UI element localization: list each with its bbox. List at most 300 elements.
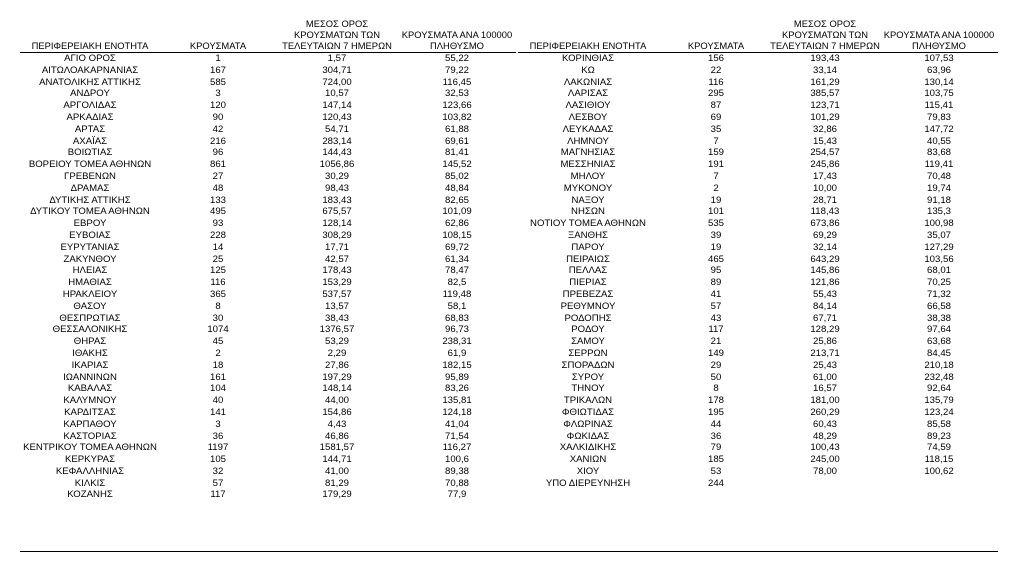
- cell-avg7: 181,00: [810, 395, 840, 407]
- table-right-half: [518, 0, 998, 551]
- cell-cases: 14: [212, 241, 224, 253]
- cell-avg7: 98,43: [324, 182, 349, 194]
- table-row: [20, 265, 516, 277]
- table-row: [20, 100, 516, 112]
- cell-region: ΜΑΓΝΗΣΙΑΣ: [560, 147, 616, 159]
- cell-cases: 95: [710, 265, 722, 277]
- header-avg7-line2: ΚΡΟΥΣΜΑΤΩΝ ΤΩΝ: [293, 29, 381, 40]
- table-row: [20, 336, 516, 348]
- table-row: [518, 53, 998, 65]
- cell-avg7: 38,43: [324, 312, 349, 324]
- cell-cases: 50: [710, 371, 722, 383]
- cell-per100k: 97,64: [926, 324, 951, 336]
- table-row: [20, 289, 516, 301]
- table-row: [20, 254, 516, 266]
- cell-per100k: 238,31: [442, 336, 472, 348]
- cell-cases: 495: [209, 206, 226, 218]
- cell-region: ΘΕΣΠΡΩΤΙΑΣ: [59, 312, 121, 324]
- cell-region: ΑΡΤΑΣ: [74, 123, 106, 135]
- header-avg7-line1: ΜΕΣΟΣ ΟΡΟΣ: [305, 18, 369, 29]
- cell-per100k: 79,22: [444, 64, 469, 76]
- cell-cases: 3: [215, 418, 221, 430]
- cell-avg7: 123,71: [810, 100, 840, 112]
- cell-per100k: 71,32: [926, 288, 951, 300]
- cell-cases: 57: [710, 300, 722, 312]
- table-row: [518, 442, 998, 454]
- cell-per100k: 119,41: [924, 159, 954, 171]
- cell-avg7: 153,29: [322, 277, 352, 289]
- table-row: [20, 466, 516, 478]
- cell-cases: 117: [708, 324, 724, 336]
- cell-region: ΞΑΝΘΗΣ: [568, 229, 608, 241]
- cell-per100k: 135,3: [926, 206, 951, 218]
- table-row: [20, 242, 516, 254]
- cell-per100k: 63,68: [926, 336, 951, 348]
- cell-avg7: 10,00: [812, 182, 837, 194]
- cell-cases: 96: [212, 147, 224, 159]
- cell-per100k: 78,47: [444, 265, 469, 277]
- cell-region: ΝΑΞΟΥ: [571, 194, 605, 206]
- cell-avg7: 147,14: [322, 100, 352, 112]
- cell-cases: 48: [212, 182, 224, 194]
- cell-per100k: 115,41: [924, 100, 954, 112]
- cell-cases: 8: [713, 383, 719, 395]
- cell-cases: 41: [710, 288, 722, 300]
- cell-region: ΠΡΕΒΕΖΑΣ: [562, 288, 614, 300]
- cell-cases: 1074: [207, 324, 229, 336]
- table-row: [20, 159, 516, 171]
- table-header: [20, 0, 516, 53]
- cell-region: ΠΙΕΡΙΑΣ: [569, 277, 607, 289]
- table-row: [518, 277, 998, 289]
- cell-avg7: 145,86: [810, 265, 840, 277]
- cell-avg7: 197,29: [322, 371, 352, 383]
- cell-cases: 19: [710, 194, 722, 206]
- cell-avg7: 128,29: [810, 324, 840, 336]
- table-row: [20, 372, 516, 384]
- table-row: [20, 419, 516, 431]
- cell-region: ΛΑΡΙΣΑΣ: [567, 88, 609, 100]
- header-avg7-line2: ΚΡΟΥΣΜΑΤΩΝ ΤΩΝ: [781, 29, 869, 40]
- cell-region: ΔΥΤΙΚΗΣ ΑΤΤΙΚΗΣ: [49, 194, 131, 206]
- cell-region: ΑΧΑΪΑΣ: [72, 135, 108, 147]
- cell-region: ΣΠΟΡΑΔΩΝ: [561, 359, 615, 371]
- cell-avg7: 1,57: [327, 53, 347, 64]
- cell-region: ΚΕΝΤΡΙΚΟΥ ΤΟΜΕΑ ΑΘΗΝΩΝ: [23, 442, 157, 454]
- table-row: [518, 478, 998, 490]
- table-row: [518, 159, 998, 171]
- cell-cases: 8: [215, 300, 221, 312]
- cell-per100k: 35,07: [926, 229, 951, 241]
- cell-cases: 2: [215, 347, 221, 359]
- cell-region: ΠΕΛΛΑΣ: [568, 265, 608, 277]
- cell-avg7: 27,86: [324, 359, 349, 371]
- cell-avg7: 724,00: [322, 76, 352, 88]
- cell-region: ΓΡΕΒΕΝΩΝ: [64, 170, 116, 182]
- cell-cases: 45: [212, 336, 224, 348]
- cell-region: ΑΓΙΟ ΟΡΟΣ: [64, 53, 116, 64]
- cell-per100k: 63,96: [926, 64, 951, 76]
- table-row: [518, 466, 998, 478]
- cell-region: ΘΑΣΟΥ: [73, 300, 107, 312]
- table-row: [20, 218, 516, 230]
- table-row: [518, 454, 998, 466]
- cell-region: ΦΘΙΩΤΙΔΑΣ: [561, 406, 615, 418]
- cell-region: ΚΑΛΥΜΝΟΥ: [63, 395, 117, 407]
- cell-region: ΛΑΣΙΘΙΟΥ: [565, 100, 611, 112]
- cell-avg7: 32,14: [812, 241, 837, 253]
- cell-cases: 87: [710, 100, 722, 112]
- cell-region: ΜΗΛΟΥ: [570, 170, 606, 182]
- cell-per100k: 85,02: [444, 170, 469, 182]
- cell-cases: 89: [710, 277, 722, 289]
- cell-region: ΦΛΩΡΙΝΑΣ: [563, 418, 613, 430]
- cell-avg7: 44,00: [324, 395, 349, 407]
- header-per100k-line2: ΠΛΗΘΥΣΜΟ: [430, 40, 484, 51]
- cell-cases: 2: [713, 182, 719, 194]
- cell-per100k: 89,23: [926, 430, 951, 442]
- table-row: [518, 171, 998, 183]
- header-per100k: [398, 29, 516, 51]
- cell-avg7: 61,00: [812, 371, 837, 383]
- cell-cases: 365: [209, 288, 226, 300]
- header-region: ΠΕΡΙΦΕΡΕΙΑΚΗ ΕΝΟΤΗΤΑ: [31, 40, 149, 51]
- table-row: [518, 395, 998, 407]
- cell-region: ΡΟΔΟΥ: [571, 324, 605, 336]
- cell-cases: 69: [710, 111, 722, 123]
- cell-avg7: 260,29: [810, 406, 840, 418]
- cell-per100k: 123,24: [924, 406, 954, 418]
- cell-region: ΗΛΕΙΑΣ: [72, 265, 108, 277]
- table-row: [20, 324, 516, 336]
- cell-region: ΤΡΙΚΑΛΩΝ: [563, 395, 613, 407]
- cell-avg7: 308,29: [322, 229, 352, 241]
- table-row: [518, 407, 998, 419]
- cell-region: ΣΕΡΡΩΝ: [568, 347, 608, 359]
- cell-region: ΜΕΣΣΗΝΙΑΣ: [560, 159, 616, 171]
- cell-region: ΙΩΑΝΝΙΝΩΝ: [63, 371, 117, 383]
- cell-avg7: 100,43: [810, 442, 840, 454]
- cell-avg7: 245,00: [810, 454, 840, 466]
- cell-per100k: 71,54: [444, 430, 469, 442]
- cell-region: ΛΑΚΩΝΙΑΣ: [563, 76, 613, 88]
- cell-cases: 141: [209, 406, 226, 418]
- cell-region: ΛΗΜΝΟΥ: [567, 135, 609, 147]
- cell-region: ΚΕΦΑΛΛΗΝΙΑΣ: [55, 465, 125, 477]
- table-row: [20, 478, 516, 490]
- cell-region: ΚΩ: [581, 64, 595, 76]
- cell-cases: 159: [707, 147, 724, 159]
- cell-avg7: 120,43: [322, 111, 352, 123]
- cell-avg7: 121,86: [810, 277, 840, 289]
- cell-cases: 216: [209, 135, 226, 147]
- cell-avg7: 144,71: [322, 454, 352, 466]
- cell-cases: 32: [212, 465, 224, 477]
- cell-per100k: 103,75: [924, 88, 954, 100]
- cell-region: ΑΡΚΑΔΙΑΣ: [66, 111, 114, 123]
- cell-cases: 3: [215, 88, 221, 100]
- cell-region: ΙΚΑΡΙΑΣ: [71, 359, 109, 371]
- cell-per100k: 232,48: [924, 371, 954, 383]
- cell-cases: 116: [708, 76, 724, 88]
- cell-cases: 7: [713, 170, 719, 182]
- cell-avg7: 53,29: [324, 336, 349, 348]
- cell-region: ΧΑΝΙΩΝ: [569, 454, 607, 466]
- header-avg7: [770, 18, 880, 51]
- cell-cases: 90: [212, 111, 224, 123]
- cell-per100k: 103,56: [924, 253, 954, 265]
- table-row: [518, 147, 998, 159]
- cell-per100k: 96,73: [444, 324, 469, 336]
- table-row: [518, 383, 998, 395]
- cell-per100k: 81,41: [444, 147, 469, 159]
- cell-per100k: 74,59: [926, 442, 951, 454]
- cell-region: ΤΗΝΟΥ: [571, 383, 605, 395]
- table-row: [518, 136, 998, 148]
- cell-per100k: 82,5: [447, 277, 467, 289]
- cell-avg7: 60,43: [812, 418, 837, 430]
- table-row: [20, 431, 516, 443]
- header-avg7-line1: ΜΕΣΟΣ ΟΡΟΣ: [793, 18, 857, 29]
- cell-cases: 39: [710, 229, 722, 241]
- table-row: [518, 218, 998, 230]
- cell-per100k: 127,29: [924, 241, 954, 253]
- cell-per100k: 41,04: [444, 418, 469, 430]
- cell-region: ΒΟΡΕΙΟΥ ΤΟΜΕΑ ΑΘΗΝΩΝ: [28, 159, 152, 171]
- table-row: [518, 289, 998, 301]
- cell-region: ΚΑΡΔΙΤΣΑΣ: [64, 406, 116, 418]
- cell-avg7: 128,14: [322, 218, 352, 230]
- table-row: [518, 65, 998, 77]
- cell-region: ΗΜΑΘΙΑΣ: [68, 277, 112, 289]
- table-row: [20, 301, 516, 313]
- cell-avg7: 385,57: [810, 88, 840, 100]
- table-row: [518, 336, 998, 348]
- cell-cases: 35: [710, 123, 722, 135]
- cell-region: ΚΟΖΑΝΗΣ: [67, 489, 113, 501]
- cell-per100k: 69,72: [444, 241, 469, 253]
- cell-avg7: 10,57: [324, 88, 349, 100]
- cell-per100k: 55,22: [444, 53, 469, 64]
- cell-region: ΘΗΡΑΣ: [73, 336, 107, 348]
- cell-per100k: 79,83: [926, 111, 951, 123]
- cell-region: ΑΙΤΩΛΟΑΚΑΡΝΑΝΙΑΣ: [41, 64, 139, 76]
- table-row: [518, 360, 998, 372]
- cell-per100k: 77,9: [447, 489, 467, 501]
- cell-avg7: 1376,57: [319, 324, 355, 336]
- cell-per100k: 61,34: [444, 253, 469, 265]
- table-row: [20, 124, 516, 136]
- cell-region: ΠΕΙΡΑΙΩΣ: [566, 253, 610, 265]
- cell-avg7: 30,29: [324, 170, 349, 182]
- cell-avg7: 213,71: [810, 347, 840, 359]
- table-row: [518, 100, 998, 112]
- cell-region: ΡΕΘΥΜΝΟΥ: [560, 300, 616, 312]
- cell-per100k: 123,66: [442, 100, 472, 112]
- cell-region: ΚΕΡΚΥΡΑΣ: [64, 454, 115, 466]
- cell-region: ΑΝΑΤΟΛΙΚΗΣ ΑΤΤΙΚΗΣ: [39, 76, 141, 88]
- table-row: [20, 65, 516, 77]
- cell-per100k: 19,74: [926, 182, 951, 194]
- table-body-left: [20, 53, 516, 501]
- cell-region: ΑΡΓΟΛΙΔΑΣ: [63, 100, 117, 112]
- cell-avg7: 81,29: [324, 477, 349, 489]
- cell-cases: 1197: [207, 442, 229, 454]
- table-row: [20, 136, 516, 148]
- cell-per100k: 100,6: [444, 454, 469, 466]
- table-row: [518, 230, 998, 242]
- header-per100k: [880, 29, 998, 51]
- cell-cases: 185: [707, 454, 724, 466]
- cell-cases: 178: [707, 395, 724, 407]
- header-avg7-line3: ΤΕΛΕΥΤΑΙΩΝ 7 ΗΜΕΡΩΝ: [770, 40, 880, 51]
- table-row: [20, 360, 516, 372]
- cell-cases: 36: [710, 430, 722, 442]
- table-row: [518, 112, 998, 124]
- cell-cases: 133: [209, 194, 226, 206]
- cell-avg7: 32,86: [812, 123, 837, 135]
- table-row: [518, 254, 998, 266]
- cell-per100k: 92,64: [926, 383, 951, 395]
- table-row: [518, 88, 998, 100]
- cell-cases: 149: [707, 347, 724, 359]
- table-row: [518, 206, 998, 218]
- cell-cases: 1: [215, 53, 221, 64]
- cell-per100k: 145,52: [442, 159, 472, 171]
- cell-avg7: 154,86: [322, 406, 352, 418]
- cell-cases: 44: [710, 418, 722, 430]
- cell-avg7: 254,57: [810, 147, 840, 159]
- cell-region: ΦΩΚΙΔΑΣ: [566, 430, 610, 442]
- cell-per100k: 182,15: [442, 359, 472, 371]
- cell-cases: 53: [710, 465, 722, 477]
- header-cases: ΚΡΟΥΣΜΑΤΑ: [687, 40, 745, 51]
- header-cases: ΚΡΟΥΣΜΑΤΑ: [189, 40, 247, 51]
- header-per100k-line1: ΚΡΟΥΣΜΑΤΑ ΑΝΑ 100000: [883, 29, 995, 40]
- cell-avg7: 183,43: [322, 194, 352, 206]
- cell-avg7: 69,29: [812, 229, 837, 241]
- cell-cases: 43: [710, 312, 722, 324]
- cell-cases: 27: [212, 170, 224, 182]
- table-row: [20, 454, 516, 466]
- cell-per100k: 32,53: [444, 88, 469, 100]
- cell-avg7: 245,86: [810, 159, 840, 171]
- table-row: [20, 147, 516, 159]
- cell-region: ΘΕΣΣΑΛΟΝΙΚΗΣ: [52, 324, 128, 336]
- cell-cases: 167: [209, 64, 226, 76]
- cell-cases: 105: [209, 454, 226, 466]
- cell-cases: 30: [212, 312, 224, 324]
- cell-per100k: 116,45: [442, 76, 472, 88]
- table-row: [20, 407, 516, 419]
- cell-per100k: 62,86: [444, 218, 469, 230]
- cell-per100k: 82,65: [444, 194, 469, 206]
- cell-region: ΚΑΡΠΑΘΟΥ: [63, 418, 117, 430]
- cell-per100k: 118,15: [924, 454, 954, 466]
- cell-avg7: 304,71: [322, 64, 352, 76]
- cell-region: ΒΟΙΩΤΙΑΣ: [67, 147, 113, 159]
- cell-avg7: 41,00: [324, 465, 349, 477]
- header-avg7-line3: ΤΕΛΕΥΤΑΙΩΝ 7 ΗΜΕΡΩΝ: [282, 40, 392, 51]
- cell-region: ΚΑΣΤΟΡΙΑΣ: [63, 430, 117, 442]
- cell-per100k: 70,25: [926, 277, 951, 289]
- cell-region: ΚΑΒΑΛΑΣ: [67, 383, 113, 395]
- table-row: [20, 277, 516, 289]
- table-row: [518, 265, 998, 277]
- cell-region: ΡΟΔΟΠΗΣ: [564, 312, 612, 324]
- cell-per100k: 69,61: [444, 135, 469, 147]
- cell-per100k: 103,82: [442, 111, 472, 123]
- table-row: [20, 53, 516, 65]
- cell-cases: 29: [710, 359, 722, 371]
- header-region: ΠΕΡΙΦΕΡΕΙΑΚΗ ΕΝΟΤΗΤΑ: [529, 40, 647, 51]
- cell-per100k: 48,84: [444, 182, 469, 194]
- cell-cases: 116: [210, 277, 226, 289]
- table-row: [518, 124, 998, 136]
- table-row: [20, 348, 516, 360]
- cell-avg7: 78,00: [812, 465, 837, 477]
- cell-per100k: 61,88: [444, 123, 469, 135]
- cell-cases: 42: [212, 123, 224, 135]
- cell-region: ΗΡΑΚΛΕΙΟΥ: [62, 288, 118, 300]
- cell-cases: 57: [212, 477, 224, 489]
- cell-avg7: 118,43: [810, 206, 840, 218]
- cell-cases: 535: [707, 218, 724, 230]
- header-per100k-line2: ΠΛΗΘΥΣΜΟ: [912, 40, 966, 51]
- cell-per100k: 100,98: [924, 218, 954, 230]
- table-row: [20, 171, 516, 183]
- cell-cases: 22: [710, 64, 722, 76]
- table-row: [20, 206, 516, 218]
- cell-cases: 465: [707, 253, 724, 265]
- cell-region: ΧΑΛΚΙΔΙΚΗΣ: [559, 442, 617, 454]
- table-row: [20, 195, 516, 207]
- cell-region: ΛΕΣΒΟΥ: [568, 111, 608, 123]
- cell-per100k: 85,58: [926, 418, 951, 430]
- table-row: [518, 372, 998, 384]
- cell-avg7: 54,71: [324, 123, 349, 135]
- cell-region: ΥΠΟ ΔΙΕΡΕΥΝΗΣΗ: [545, 477, 631, 489]
- cell-avg7: 537,57: [322, 288, 352, 300]
- cell-per100k: 95,89: [444, 371, 469, 383]
- cell-avg7: 16,57: [812, 383, 837, 395]
- cell-cases: 104: [209, 383, 226, 395]
- table-row: [20, 88, 516, 100]
- cell-per100k: 83,68: [926, 147, 951, 159]
- cell-avg7: 283,14: [322, 135, 352, 147]
- cell-per100k: 84,45: [926, 347, 951, 359]
- cell-avg7: 178,43: [322, 265, 352, 277]
- cell-per100k: 119,48: [442, 288, 472, 300]
- cell-cases: 36: [212, 430, 224, 442]
- cell-cases: 117: [210, 489, 226, 501]
- cell-per100k: 210,18: [924, 359, 954, 371]
- cell-avg7: 1581,57: [319, 442, 355, 454]
- cell-region: ΠΑΡΟΥ: [571, 241, 605, 253]
- table-row: [518, 77, 998, 89]
- cell-avg7: 193,43: [810, 53, 840, 64]
- table-left-half: [20, 0, 516, 551]
- cell-avg7: 33,14: [812, 64, 837, 76]
- cell-per100k: 66,58: [926, 300, 951, 312]
- cell-avg7: 48,29: [812, 430, 837, 442]
- table-row: [20, 313, 516, 325]
- cell-avg7: 161,29: [810, 76, 840, 88]
- cell-cases: 125: [209, 265, 226, 277]
- cell-avg7: 46,86: [324, 430, 349, 442]
- cell-per100k: 147,72: [924, 123, 954, 135]
- table-row: [518, 431, 998, 443]
